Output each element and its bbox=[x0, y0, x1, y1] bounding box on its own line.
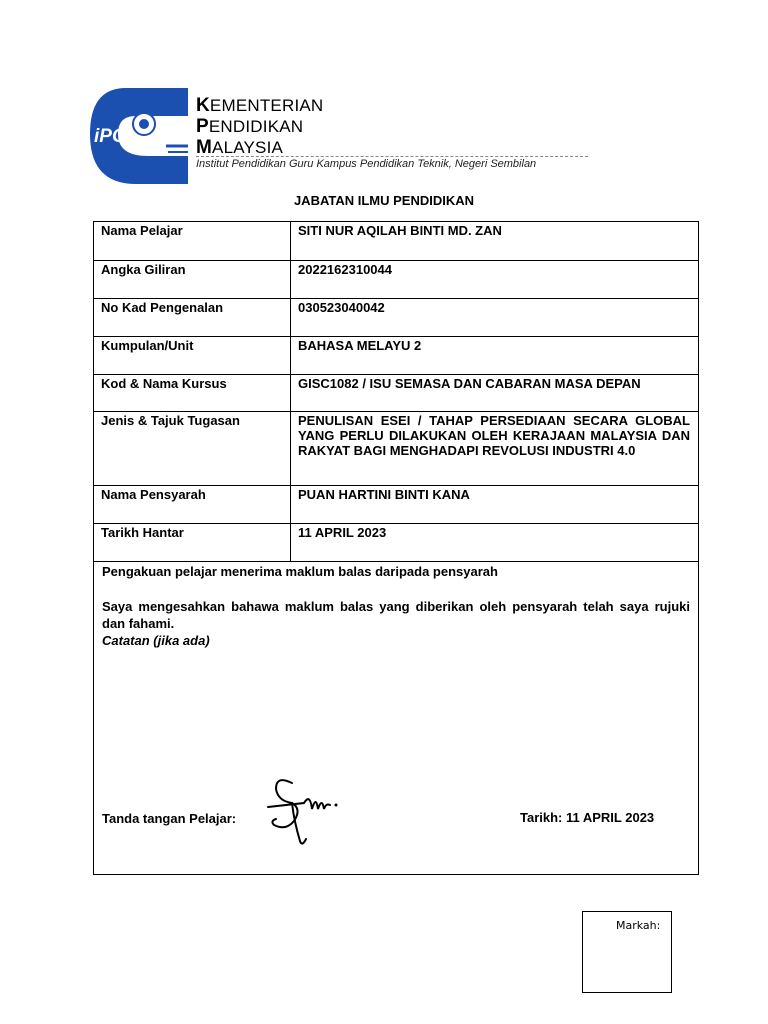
table-row bbox=[94, 524, 699, 562]
institute-name: Institut Pendidikan Guru Kampus Pendidikan Teknik, Negeri Sembilan bbox=[196, 156, 588, 170]
submission-date: Tarikh: 11 APRIL 2023 bbox=[520, 810, 655, 825]
table-row bbox=[94, 412, 699, 486]
table-row bbox=[94, 375, 699, 412]
row-value: 2022162310044 bbox=[291, 261, 699, 299]
row-label: Jenis & Tajuk Tugasan bbox=[94, 412, 291, 486]
row-label: Nama Pensyarah bbox=[94, 486, 291, 524]
student-signature bbox=[262, 769, 342, 849]
ministry-name bbox=[196, 95, 323, 158]
table-row bbox=[94, 337, 699, 375]
row-label: No Kad Pengenalan bbox=[94, 299, 291, 337]
row-label: Tarikh Hantar bbox=[94, 524, 291, 562]
signature-label: Tanda tangan Pelajar: bbox=[102, 811, 237, 826]
department-title: JABATAN ILMU PENDIDIKAN bbox=[293, 193, 475, 208]
row-label: Kod & Nama Kursus bbox=[94, 375, 291, 412]
marks-box bbox=[582, 911, 672, 993]
row-value: 030523040042 bbox=[291, 299, 699, 337]
table-row bbox=[94, 261, 699, 299]
ministry-line-2: PENDIDIKAN bbox=[196, 116, 304, 137]
acknowledgement-section bbox=[93, 561, 699, 875]
ministry-line-3: MALAYSIA bbox=[196, 137, 284, 158]
table-row bbox=[94, 486, 699, 524]
row-label: Angka Giliran bbox=[94, 261, 291, 299]
row-value: BAHASA MELAYU 2 bbox=[291, 337, 699, 375]
row-value: PUAN HARTINI BINTI KANA bbox=[291, 486, 699, 524]
logo-text: iPG bbox=[94, 126, 127, 147]
student-info-table bbox=[93, 221, 699, 562]
marks-label: Markah: bbox=[616, 919, 661, 932]
ministry-line-1: KEMENTERIAN bbox=[196, 95, 324, 116]
row-value: GISC1082 / ISU SEMASA DAN CABARAN MASA DEPAN bbox=[291, 375, 699, 412]
ipg-logo bbox=[88, 86, 192, 186]
table-row bbox=[94, 222, 699, 261]
table-row bbox=[94, 299, 699, 337]
acknowledgement-heading: Pengakuan pelajar menerima maklum balas daripada pensyarah bbox=[102, 564, 498, 579]
row-label: Nama Pelajar bbox=[94, 222, 291, 261]
row-value: PENULISAN ESEI / TAHAP PERSEDIAAN SECARA GLOBAL YANG PERLU DILAKUKAN OLEH KERAJAAN MALAYSIA DAN RAKYAT BAGI MENGHADAPI REVOLUSI INDUSTRI 4.0 bbox=[291, 412, 699, 486]
notes-label: Catatan (jika ada) bbox=[102, 633, 210, 648]
row-label: Kumpulan/Unit bbox=[94, 337, 291, 375]
row-value: 11 APRIL 2023 bbox=[291, 524, 699, 562]
row-value: SITI NUR AQILAH BINTI MD. ZAN bbox=[291, 222, 699, 261]
confirmation-text: Saya mengesahkan bahawa maklum balas yang diberikan oleh pensyarah telah saya rujuki dan fahami. bbox=[102, 599, 690, 631]
